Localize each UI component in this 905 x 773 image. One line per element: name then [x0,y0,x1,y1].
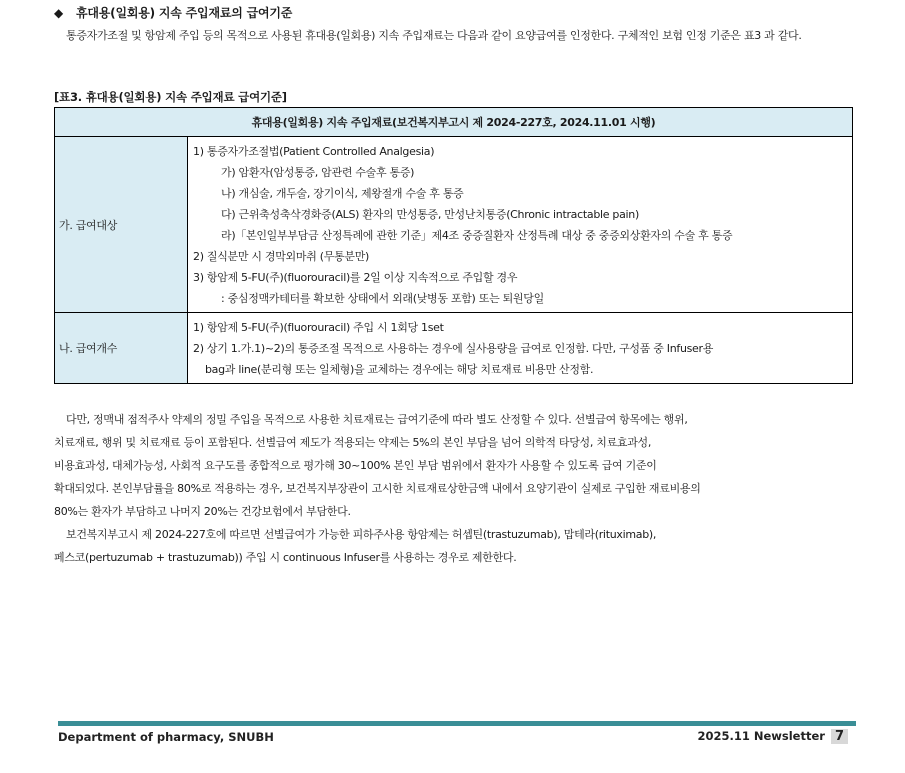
row-label-coverage-target: 가. 급여대상 [55,137,188,313]
body-line: 치료재료, 행위 및 치료재료 등이 포함된다. 선별급여 제도가 적용되는 약제는 5%의 본인 부담을 넘어 의학적 타당성, 치료효과성, [54,436,652,449]
body-line: 확대되었다. 본인부담률을 80%로 적용하는 경우, 보건복지부장관이 고시한 치료재료상한금액 내에서 요양기관이 실제로 구입한 재료비용의 [54,482,701,495]
criteria-line: 1) 통증자가조절법(Patient Controlled Analgesia) [193,145,435,158]
footer-department: Department of pharmacy, SNUBH [58,730,274,744]
footer-bar [58,721,856,726]
table-header: 휴대용(일회용) 지속 주입재료(보건복지부고시 제 2024-227호, 2024.11.01 시행) [55,108,853,137]
body-line: 80%는 환자가 부담하고 나머지 20%는 건강보험에서 부담한다. [54,505,351,518]
criteria-table [54,107,853,384]
table-row-coverage-count [55,313,853,384]
criteria-line: 3) 항암제 5-FU(주)(fluorouracil)를 2일 이상 지속적으로 주입할 경우 [193,271,518,284]
diamond-bullet-icon: ◆ [54,6,64,20]
section-heading [54,4,292,21]
criteria-line: 라)「본인일부부담금 산정특례에 관한 기준」제4조 중증질환자 산정특례 대상 중 중증외상환자의 수술 후 통증 [221,229,733,242]
table-caption: [표3. 휴대용(일회용) 지속 주입재료 급여기준] [54,90,287,104]
row-content-coverage-count [188,313,853,384]
criteria-line: 나) 개심술, 개두술, 장기이식, 제왕절개 수술 후 통증 [221,187,464,200]
body-line: 비용효과성, 대체가능성, 사회적 요구도를 종합적으로 평가해 30~100% 본인 부담 범위에서 환자가 사용할 수 있도록 급여 기준이 [54,459,657,472]
body-text [54,408,854,569]
body-line: 다만, 정맥내 점적주사 약제의 정밀 주입을 목적으로 사용한 치료재료는 급여기준에 따라 별도 산정할 수 있다. 선별급여 항목에는 행위, [66,413,688,426]
body-line: 보건복지부고시 제 2024-227호에 따르면 선별급여가 가능한 피하주사용 항암제는 허셉틴(trastuzumab), 맙테라(rituximab), [66,528,657,541]
row-label-coverage-count: 나. 급여개수 [55,313,188,384]
table-header-row [55,108,853,137]
criteria-line: 1) 항암제 5-FU(주)(fluorouracil) 주입 시 1회당 1set [193,321,444,334]
newsletter-label: 2025.11 Newsletter [697,729,825,743]
body-line: 페스코(pertuzumab + trastuzumab)) 주입 시 continuous Infuser를 사용하는 경우로 제한한다. [54,551,517,564]
criteria-line: 다) 근위축성축삭경화증(ALS) 환자의 만성통증, 만성난치통증(Chronic intractable pain) [221,208,639,221]
criteria-line: bag과 line(분리형 또는 일체형)을 교체하는 경우에는 해당 치료재료 비용만 산정함. [205,363,594,376]
criteria-line: 2) 상기 1.가.1)~2)의 통증조절 목적으로 사용하는 경우에 실사용량을 급여로 인정함. 다만, 구성품 중 Infuser용 [193,342,714,355]
page-number: 7 [831,729,848,744]
criteria-line: 가) 암환자(암성통증, 암관련 수술후 통증) [221,166,415,179]
table-row-coverage-target [55,137,853,313]
criteria-line: : 중심정맥카테터를 확보한 상태에서 외래(낮병동 포함) 또는 퇴원당일 [221,292,544,305]
row-content-coverage-target [188,137,853,313]
footer-newsletter [697,729,848,744]
section-heading-text: 휴대용(일회용) 지속 주입재료의 급여기준 [76,6,293,20]
intro-paragraph: 통증자가조절 및 항암제 주입 등의 목적으로 사용된 휴대용(일회용) 지속 주입재료는 다음과 같이 요양급여를 인정한다. 구체적인 보험 인정 기준은 표3 과 같다. [66,29,802,42]
criteria-line: 2) 질식분만 시 경막외마취 (무통분만) [193,250,370,263]
